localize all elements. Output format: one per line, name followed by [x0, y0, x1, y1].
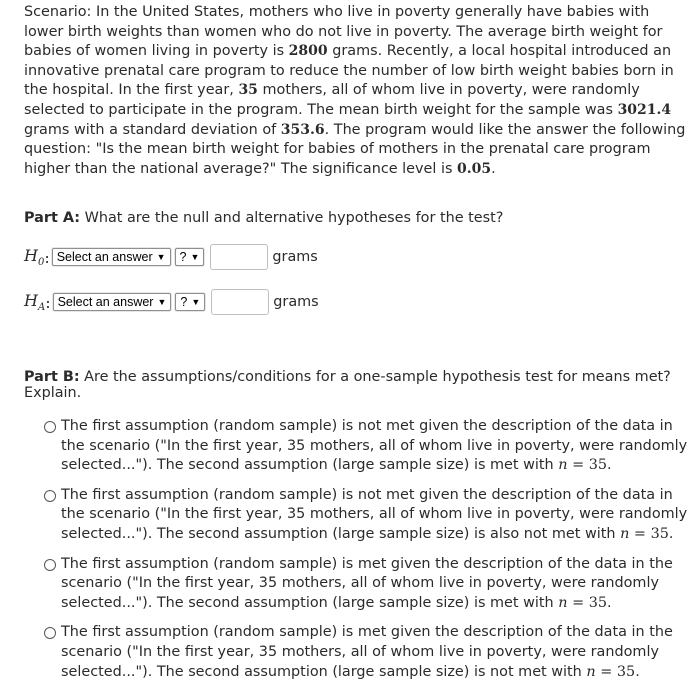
sample-mean: 3021.4: [617, 101, 672, 118]
chevron-down-icon: ▼: [156, 252, 166, 262]
sample-size: 35: [238, 82, 258, 99]
assumption-option-3[interactable]: [44, 555, 694, 614]
ha-parameter-select[interactable]: Select an answer ▼: [53, 293, 172, 311]
h0-operator-select[interactable]: ? ▼: [175, 248, 205, 266]
ha-unit-label: grams: [273, 294, 319, 310]
h0-unit-label: grams: [272, 249, 318, 265]
radio-button[interactable]: [44, 490, 56, 502]
population-mean: 2800: [288, 43, 328, 60]
assumption-option-1[interactable]: [44, 417, 694, 476]
option-label: The first assumption (random sample) is not met given the description of the data in the scenario ("In the first year, 35 mothers, all of whom live in poverty, were randomly selected..."). The second assumption (large sample size) is also not met with n = 35.: [61, 486, 688, 542]
standard-deviation: 353.6: [280, 121, 325, 138]
radio-button[interactable]: [44, 421, 56, 433]
part-b-heading: Part B: Are the assumptions/conditions for a one-sample hypothesis test for means met? Explain.: [24, 369, 671, 401]
h0-value-input[interactable]: [210, 244, 268, 270]
chevron-down-icon: ▼: [191, 297, 201, 307]
radio-button[interactable]: [44, 559, 56, 571]
option-label: The first assumption (random sample) is met given the description of the data in the scenario ("In the first year, 35 mothers, all of whom live in poverty, were randomly selected..."). The second assumption (large sample size) is met with n = 35.: [61, 555, 673, 611]
significance-level: 0.05: [457, 160, 492, 177]
ha-value-input[interactable]: [211, 289, 269, 315]
ha-operator-select[interactable]: ? ▼: [175, 293, 205, 311]
assumption-option-4[interactable]: [44, 623, 694, 682]
part-a-heading: Part A: What are the null and alternative hypotheses for the test?: [24, 210, 504, 226]
option-label: The first assumption (random sample) is not met given the description of the data in the scenario ("In the first year, 35 mothers, all of whom live in poverty, were randomly selected..."). The second assumption (large sample size) is met with n = 35.: [61, 418, 688, 474]
scenario-text: Scenario: In the United States, mothers who live in poverty generally have babies with lower birth weights than women who do not live in poverty. The average birth weight for babies of women living in poverty is 2800 grams. Recently, a local hospital introduced an innovative prenatal care program to reduce the number of low birth weight babies born in the hospital. In the first year, 35 mothers, all of whom live in poverty, were randomly selected to participate in the program. The mean birth weight for the sample was 3021.4 grams with a standard deviation of 353.6. The program would like the answer the following question: "Is the mean birth weight for babies of mothers in the prenatal care program higher than the national average?" The significance level is 0.05.: [24, 4, 686, 177]
assumption-options: [44, 417, 694, 692]
alternative-hypothesis-row: $H_A$ : Select an answer ▼ ? ▼ grams: [24, 290, 319, 314]
option-label: The first assumption (random sample) is met given the description of the data in the scenario ("In the first year, 35 mothers, all of whom live in poverty, were randomly selected..."). The second assumption (large sample size) is not met with n = 35.: [61, 624, 673, 680]
null-hypothesis-row: $H_0$ : Select an answer ▼ ? ▼ grams: [24, 245, 318, 269]
chevron-down-icon: ▼: [190, 252, 200, 262]
h0-parameter-select[interactable]: Select an answer ▼: [52, 248, 171, 266]
null-hypothesis-symbol: $H_0$: [24, 245, 45, 269]
radio-button[interactable]: [44, 627, 56, 639]
alternative-hypothesis-symbol: $H_A$: [24, 290, 46, 314]
assumption-option-2[interactable]: [44, 486, 694, 545]
chevron-down-icon: ▼: [157, 297, 167, 307]
